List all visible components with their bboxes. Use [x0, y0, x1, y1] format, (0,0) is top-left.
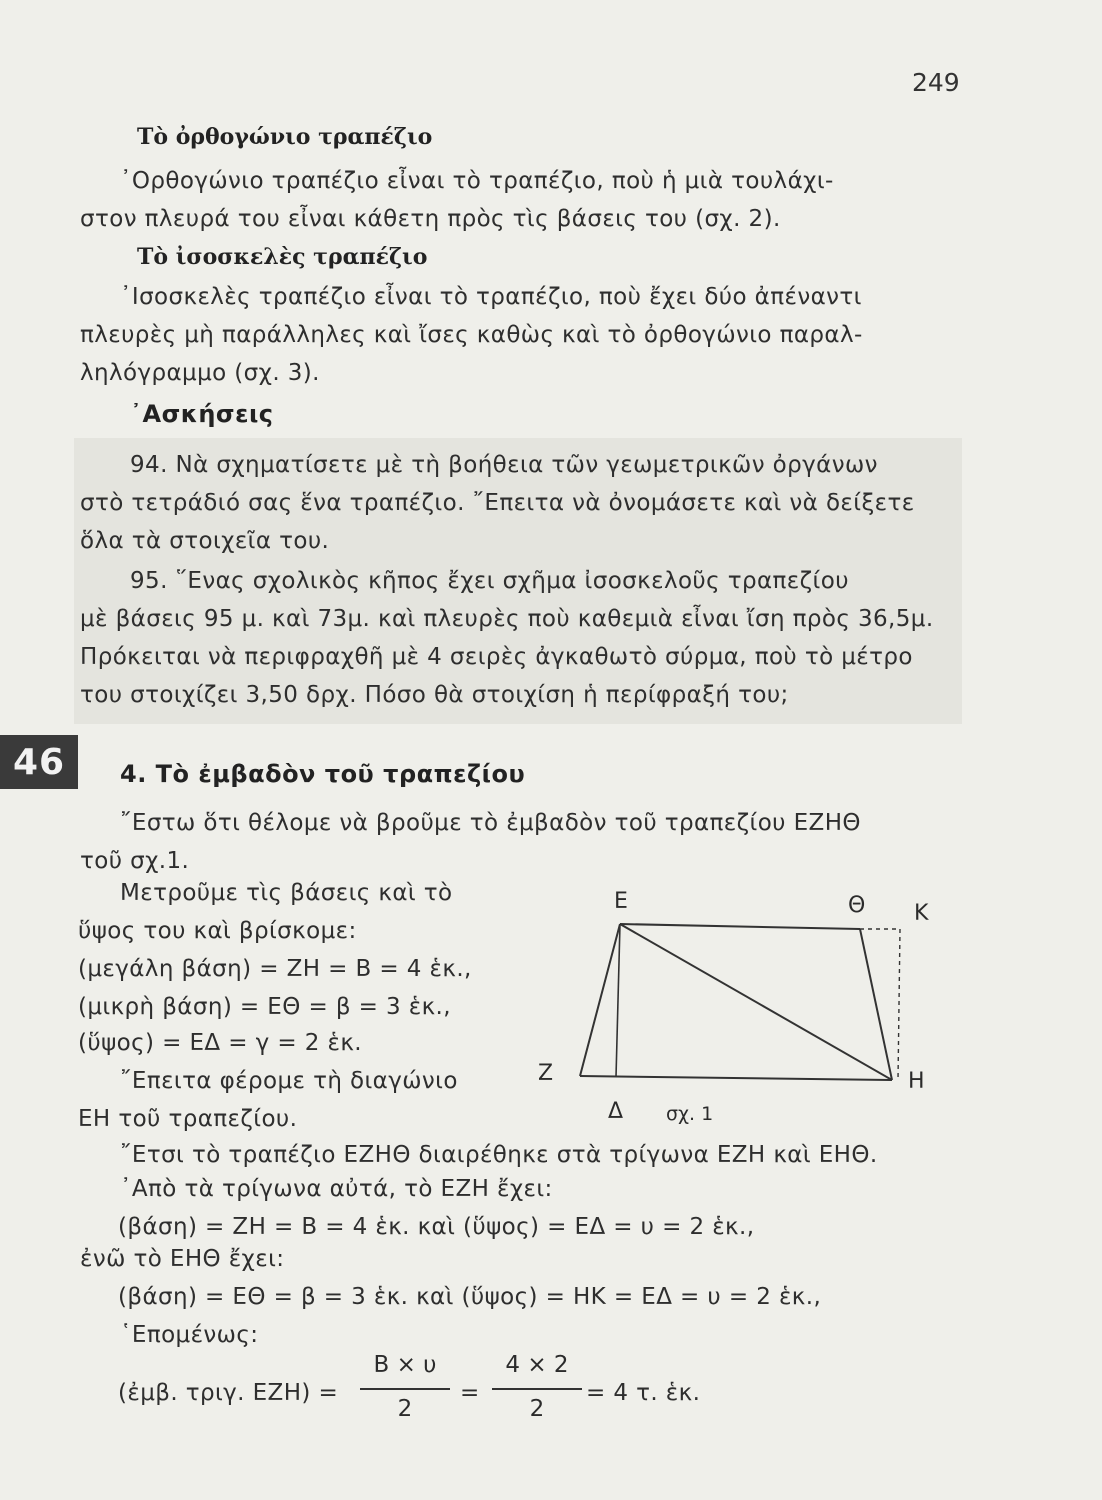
diagonal-line: [620, 924, 892, 1080]
area-left-line: (ὕψος) = ΕΔ = γ = 2 ἑκ.: [78, 1030, 362, 1056]
right-trapezoid-line: στον πλευρά του εἶναι κάθετη πρὸς τὶς βάσεις του (σχ. 2).: [80, 206, 781, 232]
label-K: Κ: [914, 901, 929, 926]
exercise-line: του στοιχίζει 3,50 δρχ. Πόσο θὰ στοιχίση ἡ περίφραξή του;: [80, 682, 789, 708]
exercise-line: 95. ῞Ενας σχολικὸς κῆπος ἔχει σχῆμα ἰσοσκελοῦς τραπεζίου: [130, 568, 849, 594]
formula-frac1-numerator: Β × υ: [373, 1352, 437, 1378]
formula-frac2-denominator: 2: [529, 1396, 545, 1422]
right-side-line: [860, 929, 892, 1080]
area-section-heading: 4. Τὸ ἐμβαδὸν τοῦ τραπεζίου: [120, 760, 526, 788]
area-after-line: (βάση) = ΖΗ = Β = 4 ἑκ. καὶ (ὕψος) = ΕΔ = υ = 2 ἑκ.,: [118, 1214, 755, 1240]
top-base-line: [620, 924, 860, 929]
formula-lhs: (ἐμβ. τριγ. ΕΖΗ) =: [118, 1380, 339, 1406]
trapezoid-figure: [530, 880, 950, 1130]
label-Z: Ζ: [538, 1061, 554, 1086]
label-Theta: Θ: [848, 893, 866, 918]
height-line: [616, 924, 620, 1077]
figure-frame: [580, 924, 894, 1130]
formula-result: = 4 τ. ἑκ.: [586, 1380, 701, 1406]
exercise-line: Πρόκειται νὰ περιφραχθῆ μὲ 4 σειρὲς ἀγκαθωτὸ σύρμα, ποὺ τὸ μέτρο: [80, 644, 913, 670]
formula-equals: =: [460, 1380, 480, 1406]
isosceles-trapezoid-heading: Τὸ ἰσοσκελὲς τραπέζιο: [137, 244, 428, 270]
figure-caption: σχ. 1: [666, 1103, 714, 1125]
page-number: 249: [912, 68, 960, 97]
area-after-line: (βάση) = ΕΘ = β = 3 ἑκ. καὶ (ὕψος) = ΗΚ = ΕΔ = υ = 2 ἑκ.,: [118, 1284, 822, 1310]
area-intro-line: ῎Εστω ὅτι θέλομε νὰ βροῦμε τὸ ἐμβαδὸν τοῦ τραπεζίου ΕΖΗΘ: [120, 810, 861, 836]
right-trapezoid-line: ᾿Ορθογώνιο τραπέζιο εἶναι τὸ τραπέζιο, ποὺ ἡ μιὰ τουλάχι-: [120, 168, 834, 194]
area-after-line: ῾Επομένως:: [120, 1322, 259, 1348]
exercise-line: στὸ τετράδιό σας ἕνα τραπέζιο. ῎Επειτα νὰ ὀνομάσετε καὶ νὰ δείξετε: [80, 490, 915, 516]
isosceles-trapezoid-line: ᾿Ισοσκελὲς τραπέζιο εἶναι τὸ τραπέζιο, ποὺ ἔχει δύο ἀπέναντι: [120, 284, 862, 310]
area-left-line: ὕψος του καὶ βρίσκομε:: [78, 918, 357, 944]
area-left-line: (μεγάλη βάση) = ΖΗ = Β = 4 ἑκ.,: [78, 956, 472, 982]
exercise-line: μὲ βάσεις 95 μ. καὶ 73μ. καὶ πλευρὲς ποὺ καθεμιὰ εἶναι ἴση πρὸς 36,5μ.: [80, 606, 934, 632]
area-after-line: ἐνῶ τὸ ΕΗΘ ἔχει:: [80, 1246, 285, 1272]
area-left-line: ΕΗ τοῦ τραπεζίου.: [78, 1106, 298, 1132]
area-after-line: ῎Ετσι τὸ τραπέζιο ΕΖΗΘ διαιρέθηκε στὰ τρίγωνα ΕΖΗ καὶ ΕΗΘ.: [120, 1142, 878, 1168]
formula-frac2-bar: [492, 1388, 582, 1390]
exercises-heading: ᾿Ασκήσεις: [130, 400, 274, 428]
label-H: Η: [908, 1069, 925, 1094]
formula-frac2-numerator: 4 × 2: [505, 1352, 569, 1378]
height-hk-dashed-line: [898, 929, 900, 1080]
label-E: Ε: [614, 889, 628, 914]
exercise-line: 94. Νὰ σχηματίσετε μὲ τὴ βοήθεια τῶν γεωμετρικῶν ὀργάνων: [130, 452, 878, 478]
area-left-line: ῎Επειτα φέρομε τὴ διαγώνιο: [120, 1068, 458, 1094]
bottom-base-line: [580, 1076, 892, 1080]
chapter-badge: 46: [0, 735, 78, 789]
area-left-line: (μικρὴ βάση) = ΕΘ = β = 3 ἑκ.,: [78, 994, 451, 1020]
isosceles-trapezoid-line: πλευρὲς μὴ παράλληλες καὶ ἴσες καθὼς καὶ τὸ ὀρθογώνιο παραλ-: [80, 322, 863, 348]
area-left-line: Μετροῦμε τὶς βάσεις καὶ τὸ: [120, 880, 453, 906]
formula-frac1-denominator: 2: [397, 1396, 413, 1422]
label-Delta: Δ: [608, 1099, 624, 1124]
area-intro-line: τοῦ σχ.1.: [80, 848, 190, 874]
left-side-line: [580, 924, 620, 1076]
exercise-line: ὅλα τὰ στοιχεῖα του.: [80, 528, 330, 554]
formula-frac1-bar: [360, 1388, 450, 1390]
right-trapezoid-heading: Τὸ ὀρθογώνιο τραπέζιο: [137, 124, 433, 150]
area-after-line: ᾿Απὸ τὰ τρίγωνα αὐτά, τὸ ΕΖΗ ἔχει:: [120, 1176, 553, 1202]
isosceles-trapezoid-line: ληλόγραμμο (σχ. 3).: [80, 360, 320, 386]
